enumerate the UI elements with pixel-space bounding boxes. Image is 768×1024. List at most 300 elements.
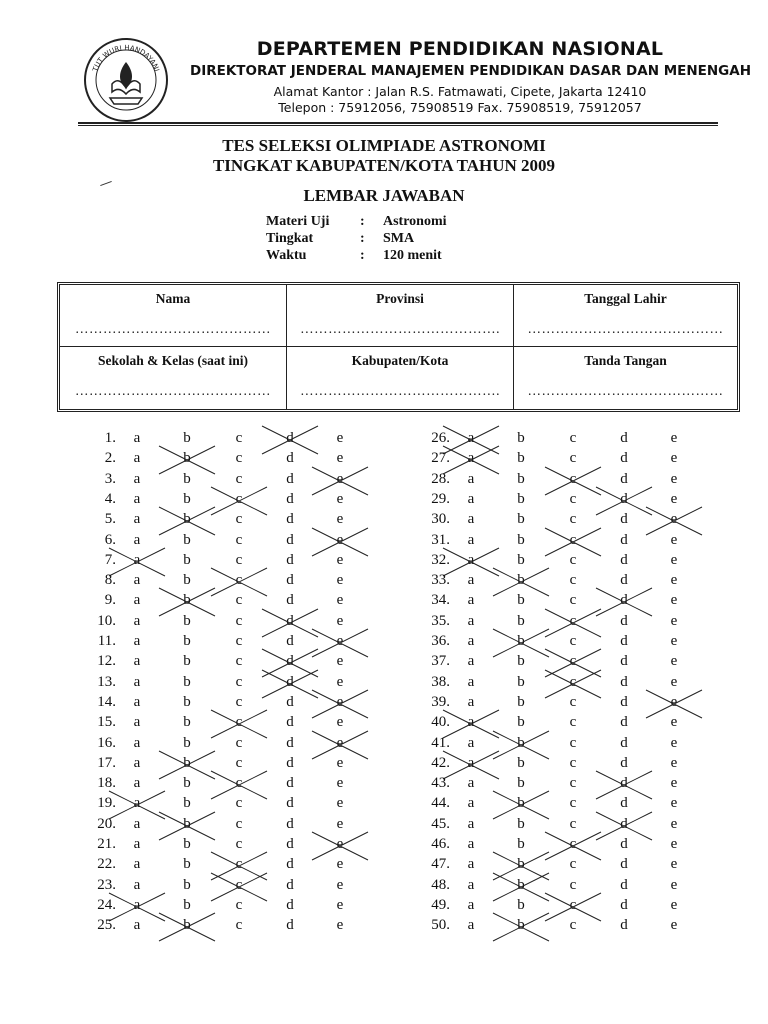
option-c[interactable]: c: [569, 490, 577, 507]
option-a[interactable]: a: [467, 572, 475, 589]
option-a[interactable]: a: [467, 734, 475, 751]
option-e[interactable]: e: [670, 815, 678, 832]
option-e[interactable]: e: [664, 511, 684, 528]
option-d[interactable]: d: [620, 693, 628, 710]
option-a[interactable]: a: [133, 430, 141, 446]
option-e[interactable]: e: [330, 633, 350, 650]
option-b[interactable]: b: [517, 470, 525, 487]
option-d[interactable]: d: [286, 917, 294, 934]
option-c[interactable]: c: [229, 877, 249, 894]
option-d[interactable]: d: [280, 674, 300, 691]
answer-row: [82, 674, 442, 694]
option-e[interactable]: e: [336, 490, 344, 507]
info-value: Astronomi: [383, 214, 447, 229]
option-b[interactable]: b: [517, 714, 525, 731]
option-a[interactable]: a: [133, 592, 141, 609]
option-d[interactable]: d: [286, 572, 294, 589]
info-value: 120 menit: [383, 248, 442, 263]
field-kabupaten-kota[interactable]: [287, 347, 513, 399]
option-d[interactable]: d: [614, 816, 634, 833]
option-c[interactable]: c: [563, 613, 583, 630]
option-c[interactable]: c: [569, 551, 577, 568]
option-a[interactable]: a: [467, 693, 475, 710]
option-d[interactable]: d: [286, 450, 294, 467]
option-b[interactable]: b: [183, 551, 191, 568]
option-e[interactable]: e: [670, 430, 678, 446]
option-a[interactable]: a: [467, 490, 475, 507]
option-e[interactable]: e: [670, 450, 678, 467]
question-number: 16.: [97, 734, 116, 751]
option-d[interactable]: d: [620, 531, 628, 548]
option-d[interactable]: d: [280, 613, 300, 630]
option-a[interactable]: a: [467, 633, 475, 649]
option-c[interactable]: c: [569, 572, 577, 589]
option-a[interactable]: a: [133, 693, 141, 710]
option-e[interactable]: e: [670, 592, 678, 609]
option-c[interactable]: c: [235, 592, 243, 609]
question-number: 40.: [431, 714, 450, 731]
option-c[interactable]: c: [569, 856, 577, 873]
option-e[interactable]: e: [330, 471, 350, 488]
option-c[interactable]: c: [229, 572, 249, 589]
option-b[interactable]: b: [511, 856, 531, 873]
field-label: Nama: [155, 291, 191, 306]
option-a[interactable]: a: [467, 795, 475, 812]
answer-row: [82, 430, 442, 450]
option-c[interactable]: c: [235, 795, 243, 812]
option-b[interactable]: b: [177, 755, 197, 772]
field-blank[interactable]: …………………………………….: [300, 321, 500, 336]
option-b[interactable]: b: [511, 795, 531, 812]
option-b[interactable]: b: [183, 612, 191, 629]
option-e[interactable]: e: [336, 754, 344, 771]
option-c[interactable]: c: [569, 693, 577, 710]
option-d[interactable]: d: [286, 734, 294, 751]
option-d[interactable]: d: [286, 775, 294, 792]
question-number: 2.: [104, 450, 116, 467]
option-b[interactable]: b: [183, 693, 191, 710]
option-c[interactable]: c: [235, 612, 243, 629]
option-c[interactable]: c: [563, 653, 583, 670]
option-c[interactable]: c: [235, 511, 243, 528]
option-c[interactable]: c: [229, 491, 249, 508]
option-c[interactable]: c: [569, 714, 577, 731]
option-b[interactable]: b: [177, 816, 197, 833]
answer-row: [416, 755, 768, 775]
option-e[interactable]: e: [336, 450, 344, 467]
option-a[interactable]: a: [467, 836, 475, 852]
option-e[interactable]: e: [330, 735, 350, 752]
option-d[interactable]: d: [286, 815, 294, 832]
question-number: 3.: [104, 470, 116, 487]
option-a[interactable]: a: [133, 714, 141, 731]
option-d[interactable]: d: [286, 693, 294, 710]
field-nama[interactable]: [60, 285, 286, 337]
question-number: 35.: [431, 612, 450, 629]
option-e[interactable]: e: [670, 470, 678, 487]
answer-row: [416, 795, 768, 815]
option-b[interactable]: b: [183, 795, 191, 812]
option-e[interactable]: e: [670, 754, 678, 771]
option-c[interactable]: c: [569, 917, 577, 934]
option-e[interactable]: e: [330, 836, 350, 853]
option-d[interactable]: d: [620, 511, 628, 528]
option-a[interactable]: a: [467, 876, 475, 893]
option-e[interactable]: e: [670, 531, 678, 548]
option-d[interactable]: d: [614, 491, 634, 508]
letterhead-directorate: DIREKTORAT JENDERAL MANAJEMEN PENDIDIKAN DASAR DAN MENENGAH: [190, 63, 751, 79]
option-a[interactable]: a: [467, 673, 475, 690]
field-blank[interactable]: …………………………………….: [300, 383, 500, 398]
option-c[interactable]: c: [569, 876, 577, 893]
field-blank[interactable]: ……………………………………: [527, 321, 724, 336]
option-b[interactable]: b: [177, 450, 197, 467]
question-number: 39.: [431, 693, 450, 710]
option-b[interactable]: b: [183, 775, 191, 792]
option-b[interactable]: b: [183, 633, 191, 649]
option-c[interactable]: c: [563, 674, 583, 691]
option-e[interactable]: e: [670, 612, 678, 629]
option-b[interactable]: b: [517, 754, 525, 771]
option-a[interactable]: a: [133, 775, 141, 792]
option-a[interactable]: a: [467, 511, 475, 528]
option-a[interactable]: a: [133, 856, 141, 873]
option-a[interactable]: a: [467, 470, 475, 487]
option-b[interactable]: b: [177, 917, 197, 934]
question-number: 4.: [104, 490, 116, 507]
option-c[interactable]: c: [563, 897, 583, 914]
option-d[interactable]: d: [620, 551, 628, 568]
answer-grid: [0, 430, 768, 950]
option-b[interactable]: b: [517, 896, 525, 913]
option-b[interactable]: b: [177, 511, 197, 528]
option-b[interactable]: b: [517, 592, 525, 609]
option-a[interactable]: a: [133, 815, 141, 832]
option-e[interactable]: e: [670, 896, 678, 913]
option-d[interactable]: d: [620, 917, 628, 934]
option-d[interactable]: d: [620, 653, 628, 670]
option-e[interactable]: e: [336, 430, 344, 446]
option-d[interactable]: d: [286, 531, 294, 548]
option-c[interactable]: c: [235, 917, 243, 934]
option-b[interactable]: b: [183, 430, 191, 446]
option-e[interactable]: e: [336, 653, 344, 670]
option-c[interactable]: c: [235, 633, 243, 649]
option-d[interactable]: d: [620, 896, 628, 913]
option-c[interactable]: c: [569, 734, 577, 751]
option-d[interactable]: d: [286, 470, 294, 487]
option-c[interactable]: c: [229, 856, 249, 873]
option-e[interactable]: e: [336, 673, 344, 690]
option-d[interactable]: d: [286, 511, 294, 528]
question-number: 30.: [431, 511, 450, 528]
question-number: 37.: [431, 653, 450, 670]
option-d[interactable]: d: [286, 714, 294, 731]
info-key: Waktu: [266, 248, 307, 263]
option-a[interactable]: a: [461, 430, 481, 447]
option-b[interactable]: b: [183, 653, 191, 670]
option-e[interactable]: e: [336, 551, 344, 568]
option-b[interactable]: b: [517, 450, 525, 467]
option-b[interactable]: b: [183, 876, 191, 893]
option-e[interactable]: e: [670, 917, 678, 934]
option-a[interactable]: a: [127, 897, 147, 914]
option-d[interactable]: d: [286, 856, 294, 873]
option-e[interactable]: e: [664, 694, 684, 711]
option-c[interactable]: c: [235, 450, 243, 467]
option-e[interactable]: e: [670, 653, 678, 670]
field-blank[interactable]: ……………………………………: [527, 383, 724, 398]
option-b[interactable]: b: [183, 734, 191, 751]
option-c[interactable]: c: [569, 430, 577, 446]
option-b[interactable]: b: [517, 430, 525, 446]
option-c[interactable]: c: [569, 450, 577, 467]
option-a[interactable]: a: [461, 552, 481, 569]
option-e[interactable]: e: [670, 795, 678, 812]
option-d[interactable]: d: [280, 430, 300, 447]
option-b[interactable]: b: [517, 815, 525, 832]
option-d[interactable]: d: [620, 734, 628, 751]
option-b[interactable]: b: [517, 836, 525, 852]
option-d[interactable]: d: [286, 551, 294, 568]
option-e[interactable]: e: [336, 714, 344, 731]
option-e[interactable]: e: [336, 795, 344, 812]
option-d[interactable]: d: [620, 450, 628, 467]
option-a[interactable]: a: [133, 612, 141, 629]
option-d[interactable]: d: [286, 795, 294, 812]
option-b[interactable]: b: [511, 917, 531, 934]
option-a[interactable]: a: [133, 572, 141, 589]
option-a[interactable]: a: [133, 511, 141, 528]
option-a[interactable]: a: [133, 876, 141, 893]
option-a[interactable]: a: [461, 714, 481, 731]
cross-mark: [493, 911, 549, 943]
option-e[interactable]: e: [336, 896, 344, 913]
option-a[interactable]: a: [133, 470, 141, 487]
option-c[interactable]: c: [569, 815, 577, 832]
info-colon: :: [360, 248, 365, 263]
option-b[interactable]: b: [511, 735, 531, 752]
question-number: 33.: [431, 572, 450, 589]
option-c[interactable]: c: [229, 775, 249, 792]
option-d[interactable]: d: [620, 876, 628, 893]
option-d[interactable]: d: [286, 876, 294, 893]
option-d[interactable]: d: [286, 754, 294, 771]
option-c[interactable]: c: [563, 532, 583, 549]
option-d[interactable]: d: [614, 775, 634, 792]
info-colon: :: [360, 231, 365, 246]
option-b[interactable]: b: [183, 836, 191, 852]
option-d[interactable]: d: [620, 430, 628, 446]
option-a[interactable]: a: [467, 531, 475, 548]
option-d[interactable]: d: [620, 836, 628, 852]
option-c[interactable]: c: [569, 633, 577, 649]
option-b[interactable]: b: [511, 633, 531, 650]
option-e[interactable]: e: [336, 856, 344, 873]
option-d[interactable]: d: [280, 653, 300, 670]
option-b[interactable]: b: [517, 673, 525, 690]
answer-row: [416, 471, 768, 491]
option-a[interactable]: a: [133, 653, 141, 670]
sheet-title: LEMBAR JAWABAN: [303, 186, 465, 205]
option-c[interactable]: c: [563, 471, 583, 488]
option-c[interactable]: c: [235, 836, 243, 852]
letterhead-ministry: DEPARTEMEN PENDIDIKAN NASIONAL: [256, 38, 664, 60]
option-a[interactable]: a: [133, 673, 141, 690]
option-b[interactable]: b: [517, 775, 525, 792]
option-b[interactable]: b: [183, 856, 191, 873]
option-a[interactable]: a: [133, 836, 141, 852]
option-d[interactable]: d: [286, 592, 294, 609]
question-number: 20.: [97, 815, 116, 832]
option-e[interactable]: e: [670, 633, 678, 649]
option-b[interactable]: b: [183, 470, 191, 487]
option-b[interactable]: b: [183, 673, 191, 690]
answer-row: [416, 572, 768, 592]
field-sekolah-kelas[interactable]: [60, 347, 286, 399]
option-e[interactable]: e: [336, 917, 344, 934]
answer-row: [416, 552, 768, 572]
option-a[interactable]: a: [467, 653, 475, 670]
option-d[interactable]: d: [620, 856, 628, 873]
option-b[interactable]: b: [517, 612, 525, 629]
option-c[interactable]: c: [569, 592, 577, 609]
field-blank[interactable]: ……………………………………: [75, 383, 271, 398]
option-a[interactable]: a: [133, 754, 141, 771]
option-b[interactable]: b: [183, 572, 191, 589]
option-b[interactable]: b: [517, 551, 525, 568]
option-a[interactable]: a: [467, 612, 475, 629]
option-e[interactable]: e: [670, 734, 678, 751]
letterhead-address: Alamat Kantor : Jalan R.S. Fatmawati, Cipete, Jakarta 12410: [273, 84, 647, 99]
option-d[interactable]: d: [620, 714, 628, 731]
option-d[interactable]: d: [620, 572, 628, 589]
option-a[interactable]: a: [127, 552, 147, 569]
option-c[interactable]: c: [229, 714, 249, 731]
option-e[interactable]: e: [330, 532, 350, 549]
option-e[interactable]: e: [670, 714, 678, 731]
option-c[interactable]: c: [235, 754, 243, 771]
option-a[interactable]: a: [133, 633, 141, 649]
option-e[interactable]: e: [670, 775, 678, 792]
option-e[interactable]: e: [330, 694, 350, 711]
option-e[interactable]: e: [336, 775, 344, 792]
field-provinsi[interactable]: [287, 285, 513, 337]
option-a[interactable]: a: [133, 917, 141, 934]
option-a[interactable]: a: [461, 755, 481, 772]
option-e[interactable]: e: [670, 572, 678, 589]
option-b[interactable]: b: [517, 511, 525, 528]
question-number: 11.: [97, 633, 116, 649]
exam-title: TES SELEKSI OLIMPIADE ASTRONOMI: [222, 136, 546, 155]
option-e[interactable]: e: [670, 490, 678, 507]
option-b[interactable]: b: [517, 490, 525, 507]
option-a[interactable]: a: [461, 450, 481, 467]
option-e[interactable]: e: [670, 856, 678, 873]
option-a[interactable]: a: [467, 856, 475, 873]
option-d[interactable]: d: [620, 795, 628, 812]
option-b[interactable]: b: [511, 877, 531, 894]
question-number: 47.: [431, 856, 450, 873]
field-tanggal-lahir[interactable]: [514, 285, 737, 337]
option-e[interactable]: e: [670, 673, 678, 690]
option-b[interactable]: b: [183, 714, 191, 731]
question-number: 18.: [97, 775, 116, 792]
option-a[interactable]: a: [133, 450, 141, 467]
option-a[interactable]: a: [467, 917, 475, 934]
option-b[interactable]: b: [183, 490, 191, 507]
option-c[interactable]: c: [235, 470, 243, 487]
option-d[interactable]: d: [620, 470, 628, 487]
option-d[interactable]: d: [614, 592, 634, 609]
option-c[interactable]: c: [235, 734, 243, 751]
option-c[interactable]: c: [235, 531, 243, 548]
option-e[interactable]: e: [670, 551, 678, 568]
option-b[interactable]: b: [517, 693, 525, 710]
option-b[interactable]: b: [183, 531, 191, 548]
option-c[interactable]: c: [235, 673, 243, 690]
option-e[interactable]: e: [336, 592, 344, 609]
option-d[interactable]: d: [286, 633, 294, 649]
option-a[interactable]: a: [133, 490, 141, 507]
field-tanda-tangan[interactable]: [514, 347, 737, 399]
option-b[interactable]: b: [177, 592, 197, 609]
option-c[interactable]: c: [235, 551, 243, 568]
tut-wuri-handayani-logo: [82, 36, 170, 124]
option-e[interactable]: e: [336, 815, 344, 832]
option-e[interactable]: e: [336, 511, 344, 528]
answer-row: [416, 674, 768, 694]
field-blank[interactable]: ……………………………………: [75, 321, 271, 336]
answer-row: [416, 856, 768, 876]
option-e[interactable]: e: [336, 876, 344, 893]
option-c[interactable]: c: [569, 775, 577, 792]
option-b[interactable]: b: [511, 572, 531, 589]
option-a[interactable]: a: [467, 775, 475, 792]
option-c[interactable]: c: [235, 653, 243, 670]
option-c[interactable]: c: [235, 430, 243, 446]
option-c[interactable]: c: [235, 815, 243, 832]
option-d[interactable]: d: [620, 612, 628, 629]
option-a[interactable]: a: [467, 815, 475, 832]
option-c[interactable]: c: [569, 754, 577, 771]
question-number: 42.: [431, 754, 450, 771]
option-c[interactable]: c: [569, 795, 577, 812]
option-c[interactable]: c: [235, 693, 243, 710]
option-e[interactable]: e: [336, 572, 344, 589]
option-a[interactable]: a: [467, 592, 475, 609]
option-e[interactable]: e: [670, 836, 678, 852]
option-c[interactable]: c: [235, 896, 243, 913]
option-b[interactable]: b: [517, 531, 525, 548]
option-a[interactable]: a: [467, 896, 475, 913]
option-d[interactable]: d: [620, 633, 628, 649]
option-d[interactable]: d: [620, 754, 628, 771]
option-d[interactable]: d: [286, 490, 294, 507]
option-c[interactable]: c: [569, 511, 577, 528]
option-e[interactable]: e: [336, 612, 344, 629]
option-d[interactable]: d: [620, 673, 628, 690]
option-a[interactable]: a: [127, 795, 147, 812]
option-d[interactable]: d: [286, 896, 294, 913]
option-d[interactable]: d: [286, 836, 294, 852]
option-b[interactable]: b: [183, 896, 191, 913]
option-e[interactable]: e: [670, 876, 678, 893]
option-c[interactable]: c: [563, 836, 583, 853]
option-b[interactable]: b: [517, 653, 525, 670]
option-a[interactable]: a: [133, 531, 141, 548]
option-a[interactable]: a: [133, 734, 141, 751]
